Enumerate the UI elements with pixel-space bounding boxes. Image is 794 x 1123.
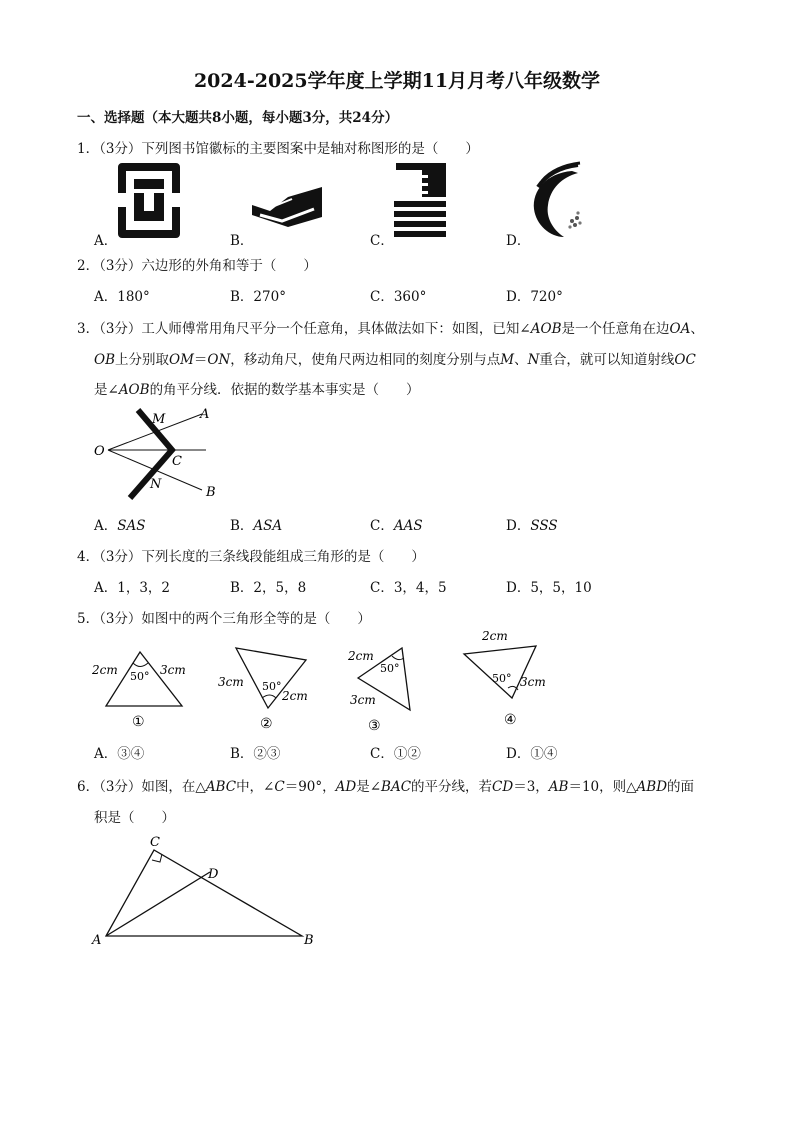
q3-option-d[interactable]: D．SSS (506, 518, 558, 534)
q5-option-d[interactable]: D．①④ (506, 746, 558, 762)
q4-option-c[interactable]: C．3，4，5 (370, 580, 447, 596)
svg-text:50°: 50° (380, 662, 400, 675)
q6-label-c: C (150, 835, 160, 850)
svg-text:④: ④ (504, 712, 517, 728)
q5-option-b[interactable]: B．②③ (230, 746, 281, 762)
q3-option-a[interactable]: A．SAS (94, 518, 146, 534)
q6-label-a: A (92, 933, 102, 948)
q4-option-b[interactable]: B．2，5，8 (230, 580, 307, 596)
q5-triangle-1 (88, 640, 198, 730)
q6-label-d: D (208, 867, 219, 882)
svg-text:50°: 50° (492, 672, 512, 685)
q3-option-c[interactable]: C．AAS (370, 518, 423, 534)
svg-text:3cm: 3cm (218, 675, 244, 689)
q3-option-b[interactable]: B．ASA (230, 518, 283, 534)
q3-label-a: A (200, 407, 210, 422)
question-3-line-1: 3．（3分）工人师傅常用角尺平分一个任意角，具体做法如下：如图，已知∠AOB是一个任意角在边OA、 (77, 321, 704, 337)
q3-label-m: M (152, 412, 166, 427)
logo-a-icon (116, 163, 182, 238)
logo-d-icon (528, 163, 584, 239)
svg-text:2cm: 2cm (482, 629, 508, 643)
q1-option-c[interactable]: C． (370, 233, 394, 249)
q1-option-b[interactable]: B． (230, 233, 254, 249)
logo-c-icon (392, 161, 450, 239)
q3-label-n: N (150, 477, 162, 492)
q3-label-c: C (172, 454, 182, 469)
svg-text:3cm: 3cm (160, 663, 186, 677)
question-2-stem: 2．（3分）六边形的外角和等于（ ） (77, 258, 317, 274)
logo-b-icon (252, 187, 324, 232)
svg-text:3cm: 3cm (520, 675, 546, 689)
question-5-stem: 5．（3分）如图中的两个三角形全等的是（ ） (77, 611, 371, 627)
q5-option-c[interactable]: C．①② (370, 746, 421, 762)
q6-triangle-figure (90, 832, 330, 952)
q1-option-d[interactable]: D． (506, 233, 531, 249)
q3-label-b: B (206, 485, 216, 500)
question-3-line-3: 是∠AOB的角平分线．依据的数学基本事实是（ ） (94, 382, 420, 398)
q3-angle-ruler-figure (90, 402, 230, 504)
q5-triangle-4 (458, 626, 568, 730)
question-1-stem: 1．（3分）下列图书馆徽标的主要图案中是轴对称图形的是（ ） (77, 141, 479, 157)
svg-text:3cm: 3cm (350, 693, 376, 707)
q5-triangle-2 (214, 640, 324, 732)
svg-text:③: ③ (368, 718, 381, 734)
question-3-line-2: OB上分别取OM＝ON，移动角尺，使角尺两边相同的刻度分别与点M、N重合，就可以知道射线OC (94, 352, 696, 368)
q2-option-b[interactable]: B．270° (230, 289, 286, 305)
q1-option-a[interactable]: A． (94, 233, 118, 249)
svg-text:2cm: 2cm (92, 663, 118, 677)
q4-option-d[interactable]: D．5，5，10 (506, 580, 592, 596)
svg-text:①: ① (132, 714, 145, 730)
q5-triangle-3 (346, 640, 456, 734)
question-6-line-2: 积是（ ） (94, 810, 175, 826)
svg-text:2cm: 2cm (282, 689, 308, 703)
section-heading: 一、选择题（本大题共8小题，每小题3分，共24分） (77, 110, 399, 126)
question-6-line-1: 6．（3分）如图，在△ABC中，∠C＝90°，AD是∠BAC的平分线，若CD＝3，AB＝10，则△ABD的面 (77, 779, 695, 795)
svg-text:50°: 50° (130, 670, 150, 683)
page-title: 2024-2025学年度上学期11月月考八年级数学 (193, 70, 601, 92)
question-4-stem: 4．（3分）下列长度的三条线段能组成三角形的是（ ） (77, 549, 425, 565)
q2-option-c[interactable]: C．360° (370, 289, 427, 305)
svg-text:2cm: 2cm (348, 649, 374, 663)
svg-text:②: ② (260, 716, 273, 732)
q5-option-a[interactable]: A．③④ (94, 746, 145, 762)
q2-option-d[interactable]: D．720° (506, 289, 563, 305)
q2-option-a[interactable]: A．180° (94, 289, 150, 305)
q3-label-o: O (94, 444, 105, 459)
q6-label-b: B (304, 933, 314, 948)
svg-text:50°: 50° (262, 680, 282, 693)
q4-option-a[interactable]: A．1，3，2 (94, 580, 171, 596)
